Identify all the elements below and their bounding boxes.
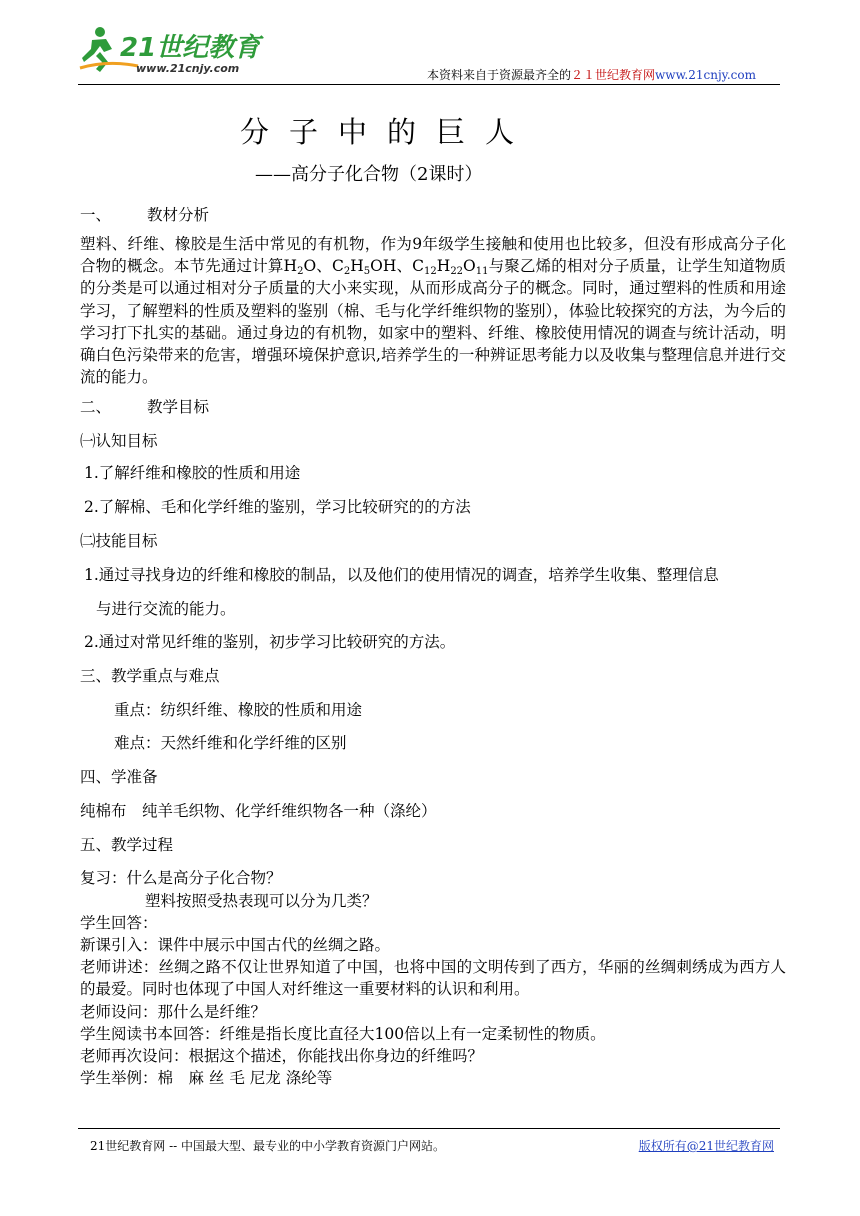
logo: [78, 22, 288, 82]
student-examples: 学生举例：棉 麻 丝 毛 尼龙 涤纶等: [80, 1069, 333, 1087]
difficulty: 难点：天然纤维和化学纤维的区别: [114, 734, 347, 752]
header-source-prefix: 本资料来自于资源最齐全的: [427, 68, 572, 82]
cognitive-heading: ㈠认知目标: [80, 432, 158, 450]
logo-text: 21世纪教育: [120, 33, 261, 63]
footer-text: 21世纪教育网 -- 中国最大型、最专业的中小学教育资源门户网站。: [90, 1139, 446, 1153]
section-heading-4: 四、学准备: [80, 768, 158, 786]
section-1-text: 教材分析: [147, 206, 210, 224]
section-1-number: 一、: [80, 206, 112, 224]
footer-copyright-link[interactable]: 版权所有@21世纪教育网: [638, 1139, 774, 1153]
page-title: 分子中的巨人: [240, 115, 535, 149]
section-heading-3: 三、教学重点与难点: [80, 667, 220, 685]
header-source-brand: ２１世纪教育网: [571, 68, 656, 82]
materials: 纯棉布 纯羊毛织物、化学纤维织物各一种（涤纶）: [80, 802, 437, 820]
header-source: [427, 66, 756, 83]
student-answer: 学生回答：: [80, 914, 158, 932]
header-source-url[interactable]: www.21cnjy.com: [655, 68, 756, 82]
student-reading-answer: 学生阅读书本回答：纤维是指长度比直径大100倍以上有一定柔韧性的物质。: [80, 1025, 606, 1043]
page-subtitle: ——高分子化合物（2课时）: [255, 164, 483, 185]
header-divider: [78, 84, 780, 85]
formula-ethanol: $C_2H_5OH$: [331, 257, 397, 278]
section-heading-5: 五、教学过程: [80, 836, 174, 854]
review-question-2: 塑料按照受热表现可以分为几类？: [145, 892, 378, 910]
section-heading-1: [80, 204, 209, 226]
teacher-narration: 老师讲述：丝绸之路不仅让世界知道了中国，也将中国的文明传到了西方，华丽的丝绸刺绣成为西方人的最爱。同时也体现了中国人对纤维这一重要材料的认识和利用。: [80, 958, 786, 999]
logo-url: www.21cnjy.com: [136, 62, 240, 75]
section-2-text: 教学目标: [147, 398, 210, 416]
section-1-paragraph: 塑料、纤维、橡胶是生活中常见的有机物，作为9年级学生接触和使用也比较多，但没有形成高分子化合物的概念。本节先通过计算$H_2O$、$C_2H_5OH$、$C_{12}H_{22}O_{11}$与聚乙烯的相对分子质量，让学生知道物质的分类是可以通过相对分子质量的大小来实现，从而形成高分子的概念。同时，通过塑料的性质和用途学习，了解塑料的性质及塑料的鉴别（棉、毛与化学纤维织物的鉴别），体验比较探究的方法，为今后的学习打下扎实的基础。通过身边的有机物，如家中的塑料、纤维、橡胶使用情况的调查与统计活动，明确白色污染带来的危害，增强环境保护意识,培养学生的一种辨证思考能力以及收集与整理信息并进行交流的能力。: [80, 235, 786, 387]
skill-item-2: 2.通过对常见纤维的鉴别，初步学习比较研究的方法。: [84, 633, 456, 651]
cognitive-item-2: 2.了解棉、毛和化学纤维的鉴别，学习比较研究的的方法: [84, 498, 471, 516]
skill-item-1b: 与进行交流的能力。: [96, 600, 236, 618]
teacher-question-1: 老师设问：那什么是纤维？: [80, 1003, 267, 1021]
cognitive-item-1: 1.了解纤维和橡胶的性质和用途: [84, 464, 301, 482]
skill-item-1a: 1.通过寻找身边的纤维和橡胶的制品，以及他们的使用情况的调查，培养学生收集、整理信息: [84, 566, 719, 584]
formula-water: $H_2O$: [283, 257, 317, 278]
new-lesson-intro: 新课引入：课件中展示中国古代的丝绸之路。: [80, 936, 391, 954]
section-heading-2: [80, 396, 209, 418]
section-2-number: 二、: [80, 398, 112, 416]
footer-divider: [78, 1128, 780, 1129]
formula-sucrose: $C_{12}H_{22}O_{11}$: [412, 257, 489, 278]
skill-heading: ㈡技能目标: [80, 532, 158, 550]
teacher-question-2: 老师再次设问：根据这个描述，你能找出你身边的纤维吗？: [80, 1047, 484, 1065]
review-question-1: 复习：什么是高分子化合物？: [80, 869, 282, 887]
key-point: 重点：纺织纤维、橡胶的性质和用途: [114, 701, 363, 719]
